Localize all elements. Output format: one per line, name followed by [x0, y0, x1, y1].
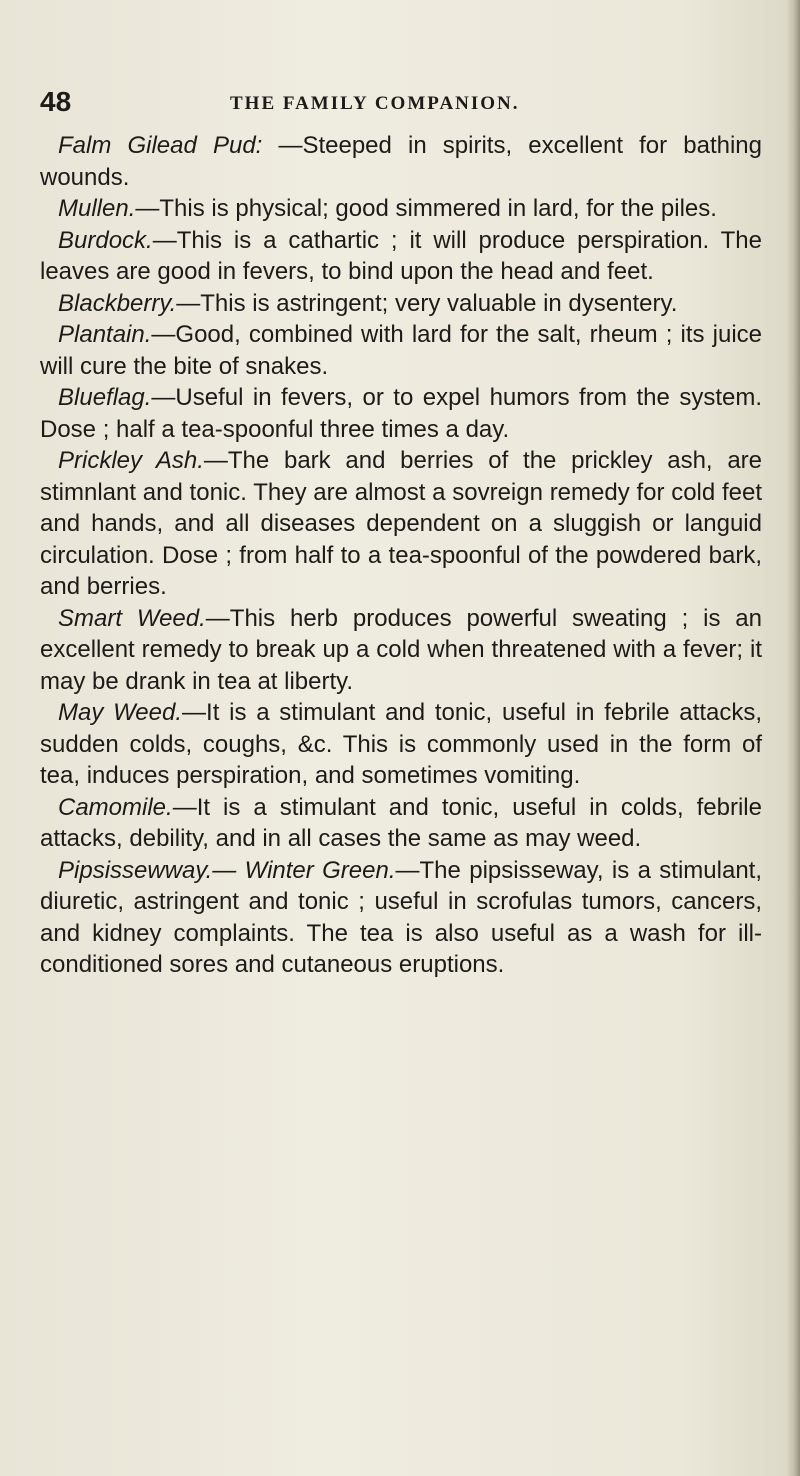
entry-term: Burdock.: [58, 226, 153, 254]
entry-term: Falm Gilead Pud:: [58, 132, 263, 159]
entry-text: —This is a cathartic ; it will produce perspiration. The leaves are good in fevers, to bind upon the head and feet.: [40, 226, 762, 285]
entry-text: —This is astringent; very valuable in dysentery.: [176, 289, 678, 317]
page-body: [40, 130, 762, 981]
entry-term: Pipsissewway.— Winter Green.: [58, 856, 396, 884]
page-edge-shadow: [786, 0, 800, 1476]
entry-text: —Useful in fevers, or to expel humors from the system. Dose ; half a tea-spoonful three times a day.: [40, 384, 762, 443]
entry-term: Smart Weed.: [58, 604, 206, 632]
entry-text: —This is physical; good simmered in lard, for the piles.: [135, 195, 717, 222]
entry-smart-weed: [40, 603, 762, 698]
entry-text: —It is a stimulant and tonic, useful in colds, febrile attacks, debility, and in all cases the same as may weed.: [40, 793, 762, 852]
entry-plantain: [40, 319, 762, 382]
entry-text: —Steeped in spirits, excellent for bathing wounds.: [40, 132, 762, 191]
entry-blueflag: [40, 382, 762, 445]
entry-text: —The bark and berries of the prickley ash, are stimnlant and tonic. They are almost a sovreign remedy for cold feet and hands, and all diseases dependent on a sluggish or languid circulation. Dose ; from half to a tea-spoonful of the powdered bark, and berries.: [40, 447, 763, 600]
entry-term: May Weed.: [58, 699, 183, 726]
entry-pipsisseway: [40, 855, 762, 981]
entry-may-weed: [40, 697, 762, 792]
entry-prickley-ash: [40, 445, 762, 603]
entry-term: Camomile.: [58, 793, 173, 821]
entry-balm-gilead-bud: [40, 130, 762, 193]
entry-term: Blueflag.: [58, 384, 152, 411]
entry-camomile: [40, 792, 762, 855]
entry-burdock: [40, 225, 762, 288]
entry-term: Blackberry.: [58, 289, 177, 317]
entry-mullen: [40, 193, 762, 225]
page-number: 48: [40, 86, 72, 117]
entry-text: —This herb produces powerful sweating ; is an excellent remedy to break up a cold when threatened with a fever; it may be drank in tea at liberty.: [40, 604, 762, 695]
entry-term: Mullen.: [58, 195, 136, 222]
entry-blackberry: [40, 288, 762, 320]
page-header: [40, 86, 760, 126]
entry-text: —Good, combined with lard for the salt, rheum ; its juice will cure the bite of snakes.: [40, 321, 762, 380]
entry-text: —The pipsisseway, is a stimulant, diuretic, astringent and tonic ; useful in scrofulas tumors, cancers, and kidney complaints. The tea is also useful as a wash for ill-conditioned sores and cutaneous eruptions.: [40, 856, 763, 978]
running-head: THE FAMILY COMPANION.: [230, 93, 520, 114]
entry-term: Prickley Ash.: [58, 447, 204, 474]
entry-term: Plantain.: [58, 321, 152, 348]
entry-text: —It is a stimulant and tonic, useful in febrile attacks, sudden colds, coughs, &c. This is commonly used in the form of tea, induces perspiration, and sometimes vomiting.: [40, 699, 763, 789]
